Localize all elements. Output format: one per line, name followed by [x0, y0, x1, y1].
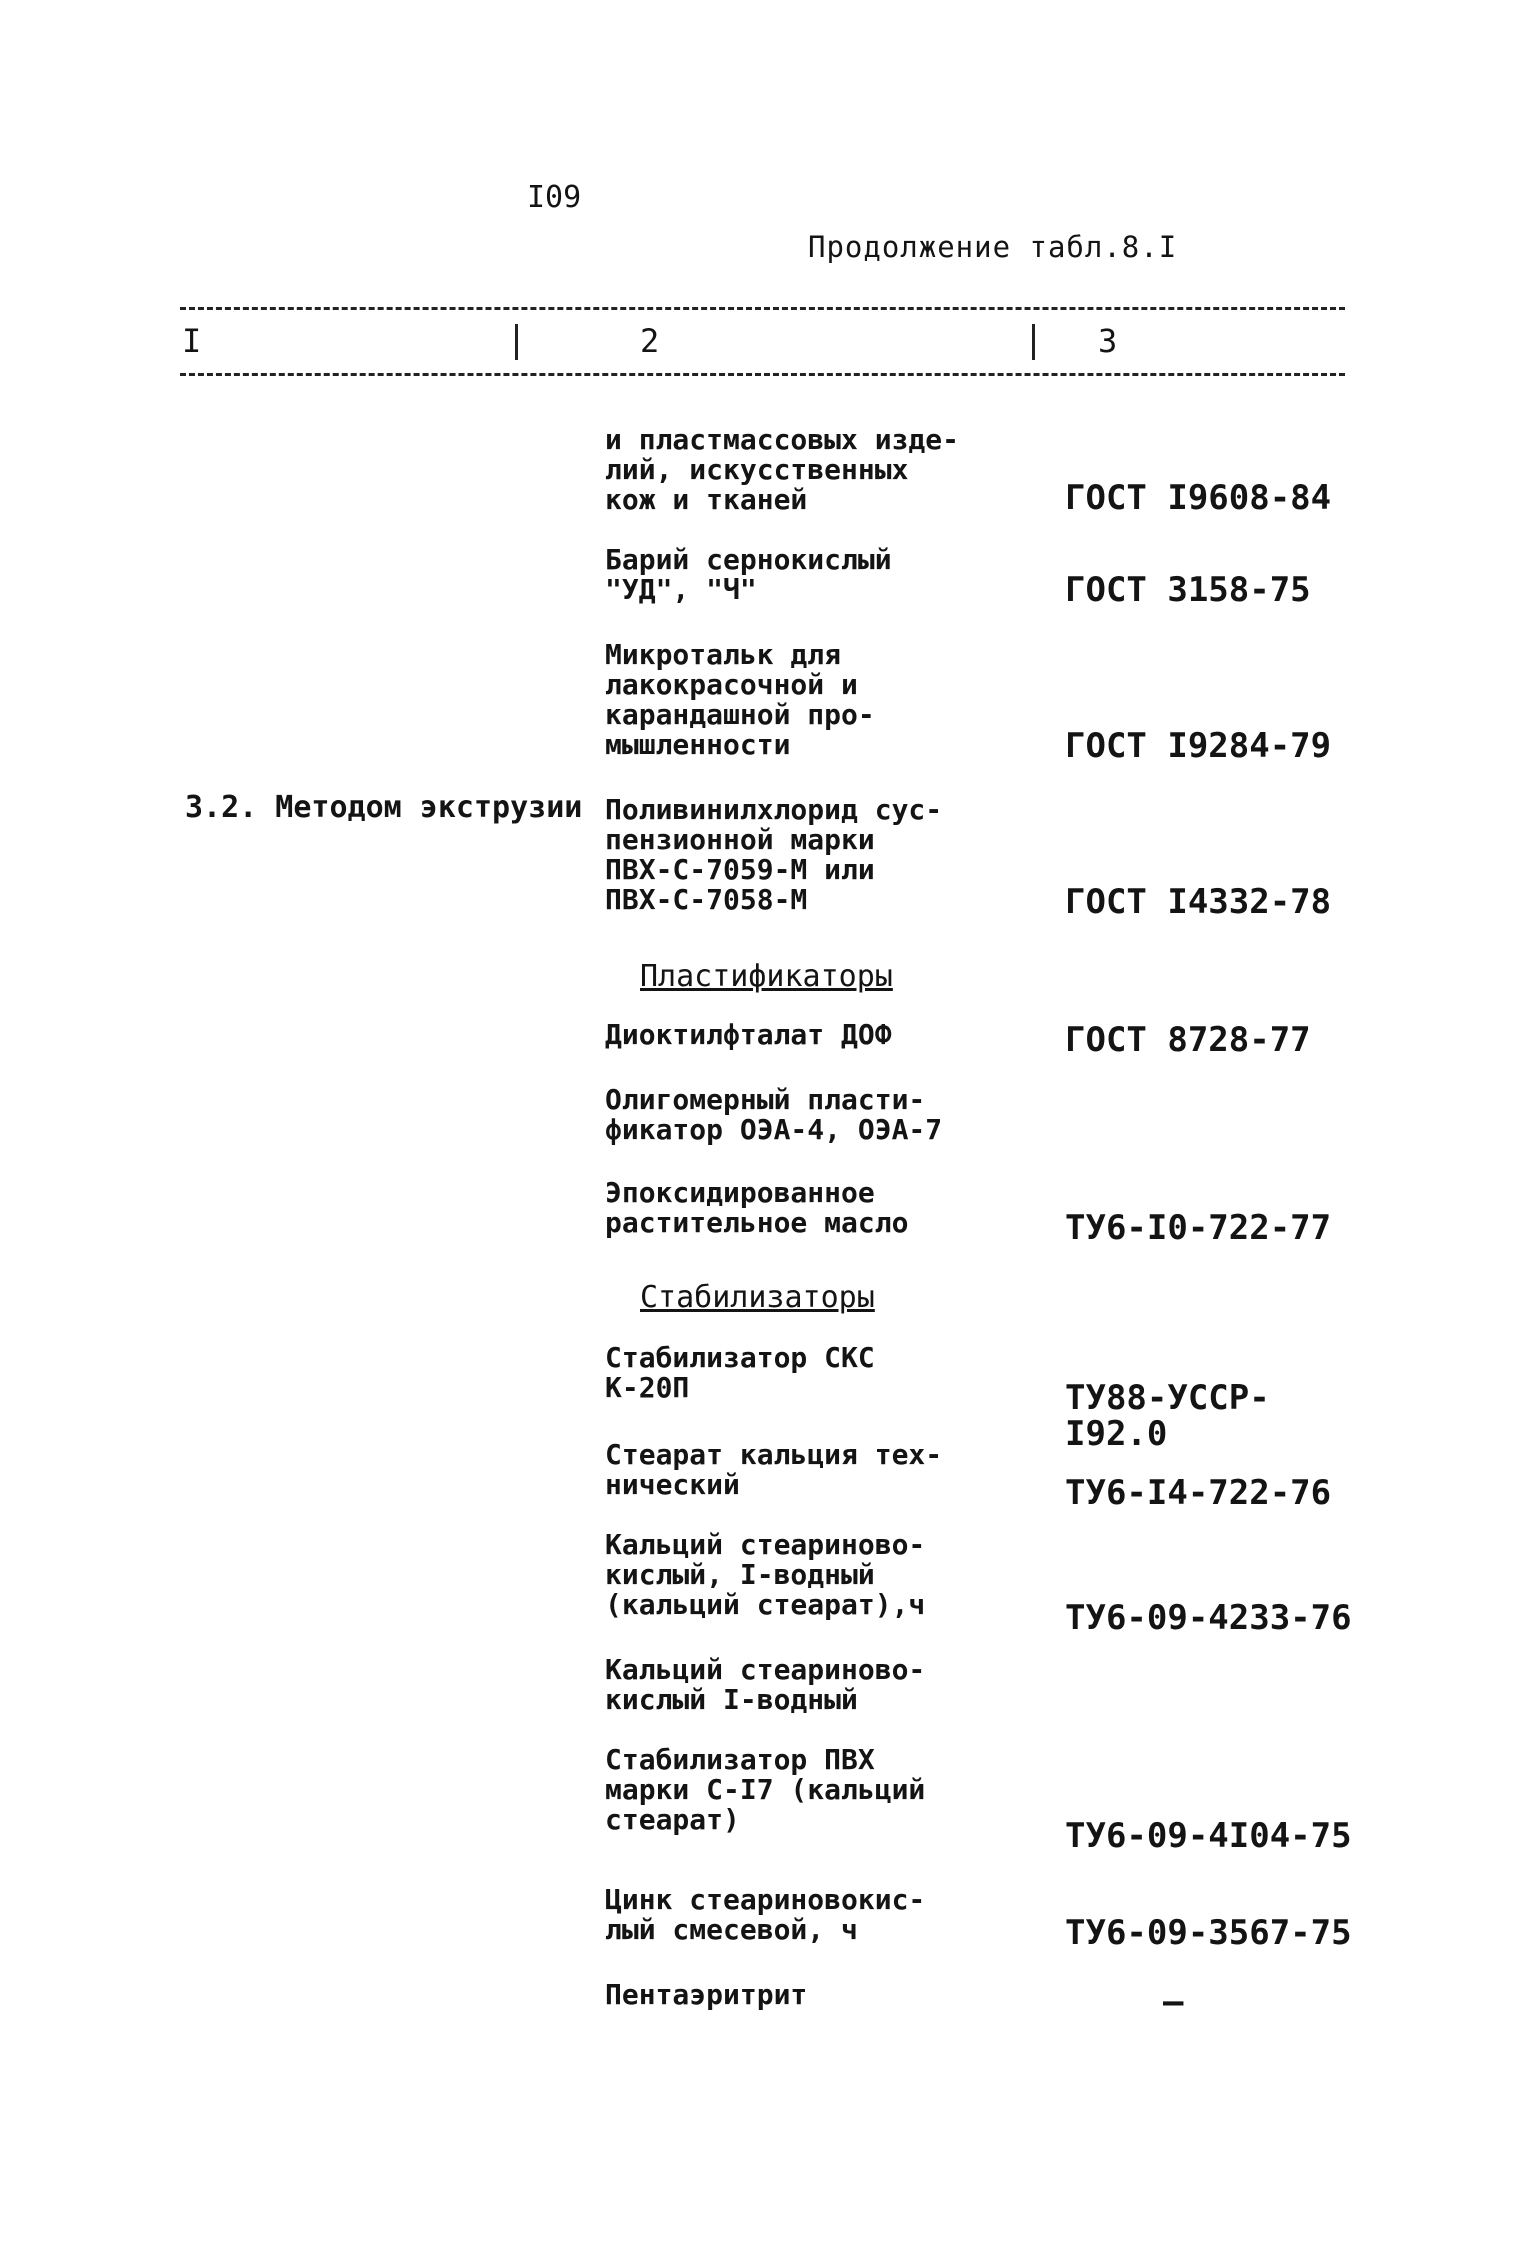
material-name: Стабилизатор ПВХ марки С-I7 (кальций стеарат) [605, 1743, 926, 1836]
section-label: 3.2. Методом экструзии [185, 790, 583, 825]
header-bottom-rule [180, 373, 1345, 376]
material-name: Кальций стеариново- кислый, I-водный (кальций стеарат),ч [605, 1528, 926, 1621]
group-heading: Стабилизаторы [640, 1280, 875, 1315]
standard-document: ТУ6-09-4I04-75 [1065, 1816, 1352, 1856]
table-continuation-caption: Продолжение табл.8.I [808, 230, 1178, 264]
standard-document: ГОСТ 3158-75 [1065, 570, 1311, 610]
material-name: Диоктилфталат ДОФ [605, 1018, 892, 1051]
standard-document: ТУ6-09-4233-76 [1065, 1598, 1352, 1638]
column-separator [515, 324, 518, 360]
standard-document: ТУ6-I4-722-76 [1065, 1473, 1332, 1513]
standard-document: ТУ88-УССР-I92.0 [1065, 1378, 1270, 1454]
header-top-rule [180, 307, 1345, 310]
material-name: Стеарат кальция тех- нический [605, 1438, 943, 1501]
standard-document: – [1163, 1982, 1184, 2022]
standard-document: ГОСТ I9608-84 [1065, 478, 1332, 518]
material-name: Пентаэритрит [605, 1978, 808, 2011]
material-name: Стабилизатор СКС К-20П [605, 1341, 875, 1404]
material-name: Олигомерный пласти- фикатор ОЭА-4, ОЭА-7 [605, 1083, 943, 1146]
standard-document: ГОСТ I4332-78 [1065, 882, 1332, 922]
standard-document: ГОСТ I9284-79 [1065, 726, 1332, 766]
standard-document: ТУ6-09-3567-75 [1065, 1913, 1352, 1953]
column-number-3: 3 [1098, 322, 1118, 360]
standard-document: ГОСТ 8728-77 [1065, 1020, 1311, 1060]
material-name: Кальций стеариново- кислый I-водный [605, 1653, 926, 1716]
material-name: Барий сернокислый "УД", "Ч" [605, 543, 892, 606]
material-name: Цинк стеариновокис- лый смесевой, ч [605, 1883, 926, 1946]
material-name: Поливинилхлорид сус- пензионной марки ПВХ-С-7059-М или ПВХ-С-7058-М [605, 793, 943, 916]
page-number: I09 [527, 180, 582, 215]
material-name: Микротальк для лакокрасочной и карандашной про- мышленности [605, 638, 875, 761]
group-heading: Пластификаторы [640, 959, 893, 994]
column-number-2: 2 [640, 322, 660, 360]
standard-document: ТУ6-I0-722-77 [1065, 1208, 1332, 1248]
column-separator [1032, 324, 1035, 360]
material-name: и пластмассовых изде- лий, искусственных кож и тканей [605, 423, 960, 516]
material-name: Эпоксидированное растительное масло [605, 1176, 909, 1239]
column-number-1: I [182, 322, 202, 360]
